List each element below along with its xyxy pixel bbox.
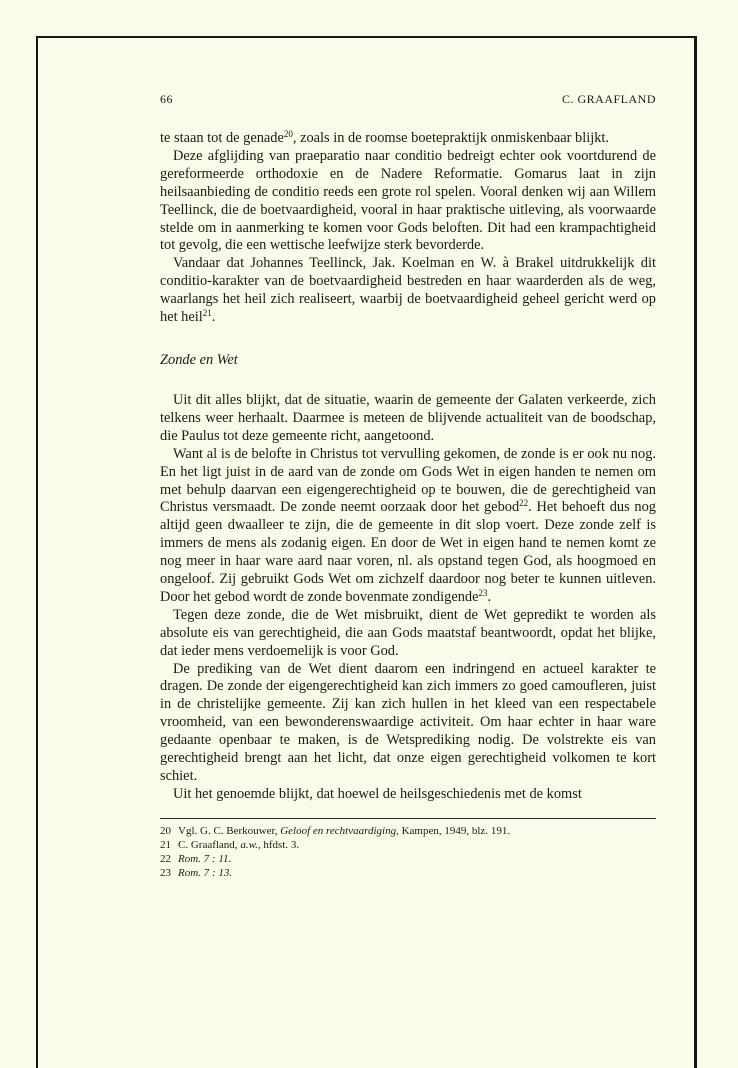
page-header: [160, 92, 656, 114]
scan-edge-right: [694, 36, 697, 1068]
section-title: Zonde en Wet: [160, 351, 238, 368]
page-number: 66: [160, 92, 173, 106]
paragraph: Tegen deze zonde, die de Wet misbruikt, dient de Wet gepredikt te worden als absolute eis van gerechtigheid, die aan Gods maatstaf beantwoordt, opdat het blijke, dat ieder mens verdoemelijk is voor God.: [160, 606, 656, 659]
body-text: [160, 130, 656, 804]
paragraph: Vandaar dat Johannes Teellinck, Jak. Koelman en W. à Brakel uitdrukkelijk dit conditio-karakter van de boetvaardigheid bestreden en haar waarderden als de weg, waarlangs het heil zich realiseert, waarbij de boetvaardigheid geheel gericht werd op het heil$^{21}$.: [160, 255, 656, 326]
footnotes: [160, 824, 656, 880]
paragraph: Uit het genoemde blijkt, dat hoewel de heilsgeschiedenis met de komst: [173, 785, 582, 802]
paragraph: te staan tot de genade$^{20}$, zoals in de roomse boetepraktijk onmiskenbaar blijkt.: [160, 129, 609, 146]
scan-edge-top: [36, 36, 696, 38]
footnote: 22 Rom. 7 : 11.: [160, 852, 232, 865]
scan-edge-left: [36, 36, 38, 1068]
paragraph: Want al is de belofte in Christus tot vervulling gekomen, de zonde is er ook nu nog. En het ligt juist in de aard van de zonde om Gods Wet in eigen handen te nemen om met behulp daarvan een eigengerechtigheid op te bouwen, die de gerechtigheid van Christus versmaadt. De zonde neemt oorzaak door het gebod$^{22}$. Het behoeft dus nog altijd geen dwaalleer te zijn, die de gemeente in dit slop voert. Deze zonde zelf is immers de mens als zodanig eigen. En door de Wet in eigen hand te nemen komt ze nog meer in haar ware aard naar voren, nl. als opstand tegen God, als hoogmoed en ongeloof. Zij gebruikt Gods Wet om zichzelf daardoor nog beter te kunnen uitleven. Door het gebod wordt de zonde bovenmate zondigende$^{23}$.: [160, 445, 656, 605]
footnote: 21 C. Graafland, a.w., hfdst. 3.: [160, 838, 300, 851]
running-head: C. GRAAFLAND: [561, 92, 656, 106]
footnote-rule: [160, 818, 656, 819]
footnote: 23 Rom. 7 : 13.: [160, 866, 233, 879]
footnote: 20 Vgl. G. C. Berkouwer, Geloof en rechtvaardiging, Kampen, 1949, blz. 191.: [160, 824, 511, 837]
book-page: [160, 92, 656, 880]
paragraph: De prediking van de Wet dient daarom een indringend en actueel karakter te dragen. De zonde der eigengerechtigheid kan zich immers zo goed camoufleren, juist in de christelijke gemeente. Zij kan zich hullen in het kleed van een respectabele vroomheid, van een bewonderenswaardige activiteit. Om haar echter in haar ware gedaante openbaar te maken, is de Wetsprediking nodig. De volstrekte eis van gerechtigheid brengt aan het licht, dat onze eigen gerechtigheid volkomen te kort schiet.: [160, 660, 656, 784]
paragraph: Uit dit alles blijkt, dat de situatie, waarin de gemeente der Galaten verkeerde, zich telkens weer herhaalt. Daarmee is meteen de blijvende actualiteit van de boodschap, die Paulus tot deze gemeente richt, aangetoond.: [160, 391, 656, 444]
paragraph: Deze afglijding van praeparatio naar conditio bedreigt echter ook voortdurend de gereformeerde orthodoxie en de Nadere Reformatie. Gomarus laat in zijn heilsaanbieding de conditio reeds een grote rol spelen. Vooral denken wij aan Willem Teellinck, die de boetvaardigheid, vooral in haar praktische uitleving, als voorwaarde stelde om in aanmerking te komen voor Gods beloften. Dit had een krampachtigheid tot gevolg, die een wettische leefwijze sterk bevorderde.: [160, 147, 656, 254]
